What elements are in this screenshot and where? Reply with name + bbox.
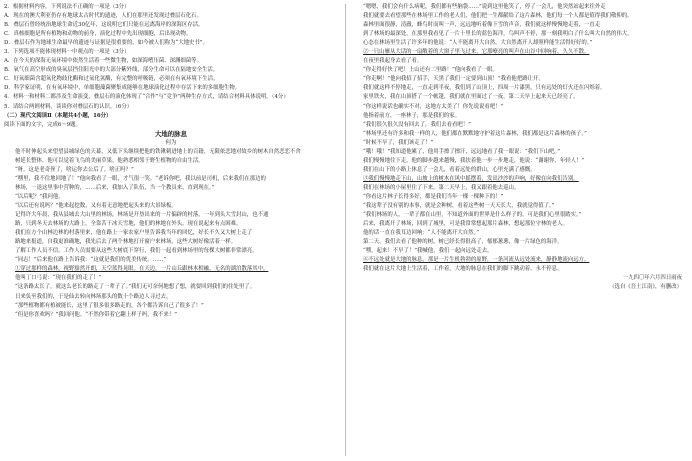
story-line: “嗯嗯，我们会有什么病呢，我们都有些脑袋……”说到这里他笑了，停了一会儿，他突然站起来往外走 bbox=[363, 4, 606, 10]
story-line: “这条路太长了，就这么老长的路走了一辈子了。”我们无可奈何地想了想，就要回到我们的住处里了。 bbox=[15, 284, 255, 291]
story-line: “你走啊！”他向我招了招手，天黑了我们一定要到山顶！”我看他把路让开。 bbox=[363, 76, 544, 83]
column-divider bbox=[345, 4, 346, 456]
story-line: 林场，一退这里事中营种的，……后来，我加入了队伍，当一个教员来，直到现在。” bbox=[15, 184, 215, 191]
story-line: 我们就在这片大地上生活着，工作着，大地的脉息在我们的脚下跳动着，永不停息。 bbox=[363, 266, 563, 273]
story-line: 我们在林场的小屋里住了下来，第二天早上，我又跟着他去巡山。 bbox=[363, 184, 520, 191]
story-line: 我们就这样不停地走，一直走到半夜，我们到了山顶上，四周一片漆黑，只有远处的灯火还在闪烁着。 bbox=[363, 85, 606, 92]
story-line: “你走得好快了吧！上山还有二里路！”他向我看了一眼。 bbox=[363, 67, 498, 74]
story-line: “时候不早了，我们该走了！” bbox=[363, 139, 434, 146]
story-line: “但是你喜欢吗？”我回问他。“不然你带着它翻上样子吗，我不来！” bbox=[15, 311, 177, 318]
story-line: 树延长整体。他可以觉着飞鸟的美丽草果。他熟悉相邻于野生植物的自由生活。 bbox=[15, 157, 204, 164]
story-date: 一九四〇年六月四日雨夜 bbox=[622, 275, 682, 282]
story-line: “哦！哦！”我知道他累了，他用手擦了擦汗，远远地看了我一眼说：“我们下山吧。” bbox=[363, 148, 560, 155]
story-line: ④不远处就是大地的脉息，那是一片生机勃勃的原野，一条河流从远处流来，静静地流向远方。 bbox=[363, 257, 590, 264]
question-list bbox=[4, 3, 338, 112]
story-line: 在夜里我起身去看了看。 bbox=[363, 58, 423, 65]
story-line: 到了林场的最深处，在那里我看见了一片十里长的蓝色海洋，鸟叫声不停，那一刻我明白了什么叫大自然的伟大。 bbox=[363, 31, 633, 38]
story-line: ①穿过那样的森林，视野豁然开朗，天空蓝得晃眼。在天边，一片山丘跟林木相融，无名的湖泊散落其中。 bbox=[15, 266, 269, 273]
question-line: C．好氧细菌含超氧化物歧化酶和过氧化氢酶，有完整的呼吸链，必须在有氧环境下生活。 bbox=[4, 76, 219, 83]
story-line: “嘿，起来！不早了！”我喊他，我们一起向远处走去。 bbox=[363, 248, 493, 255]
question-line: D．叠层石作为地球生命最早的遗迹与证据是很重要的，如今被人们称为“大地史书”。 bbox=[4, 40, 208, 47]
story-line: “嘿里，我不住地回地了！”他向我看了一眼，才气很一笑。“老诉你吧，我以前是司机，后来我们在那边的 bbox=[15, 175, 266, 182]
story-line: ③我们慢慢地走下山，山坡上的树木在风中摇摆着，发出沙沙的声响，好像在向我们告别。 bbox=[363, 175, 579, 182]
story-line: “呀，这是老奇侄了，啥运你去公后了，啥正吗？” bbox=[15, 166, 134, 173]
story-source: （选自《吾土江南》，有删改） bbox=[609, 284, 682, 291]
story-line: 我们慢慢地往下走，他的脚步越来越慢，我扶着他一步一步地走，他说：“谢谢你，年轻人！” bbox=[363, 157, 585, 164]
question-line: B．氧气在高空形成的臭氧层挡住阳光中的大部分紫外线，部分生命可以在陆地安全生活。 bbox=[4, 67, 219, 74]
story-line: 他叫丁口弓说：“现在我们的走了！” bbox=[15, 275, 102, 282]
story-line: 他的话一直在我耳边回响：“人不能离开大自然。” bbox=[363, 230, 480, 237]
reading-instruction: 阅读下面的文字，完成6～9题。 bbox=[4, 121, 81, 128]
question-line: A．在今天的深海无氧环境中依然生活着一些微生物，如深海嗜压菌、深渊细菌等。 bbox=[4, 58, 202, 65]
right-column bbox=[352, 3, 686, 293]
story-line: 我们就要去看望那些在林场里工作的老人们，他们把一生都献给了这片森林，他们每一个人都是值得我们敬仰的。 bbox=[363, 13, 633, 20]
question-line: B．叠层石曾经统治地球生命近30亿年，这说明它们只能在远离海岸的深海区存活。 bbox=[4, 22, 204, 29]
story-title: 大地的脉息 bbox=[155, 129, 187, 138]
story-line: “我们林场的人，一辈子都在山里，不知道外面的世界是什么样子的，可是我们心里很踏实。” bbox=[363, 212, 582, 219]
story-line: 路，只到冬天去林场的大路上，全靠苦干冰天雪地，他们的林地在外头，现在说起来有点困难。 bbox=[15, 221, 242, 228]
story-continuation bbox=[352, 3, 686, 274]
story-line: “以后呢？”我问他。 bbox=[15, 193, 64, 200]
story-line: ②一只山雁从大话的一扇敞着的大窗子里飞过来，它那嘹亮的叫声在山谷中回响着，久久不散。 bbox=[363, 49, 590, 56]
story-line: 后来，我离开了林场，回到了城里，可是我常常想起那片森林，想起那位守林的老人。 bbox=[363, 221, 568, 228]
story-line: “我们很久很久没有回去了，我们去看看吧！” bbox=[363, 121, 471, 128]
story-line: 我们在山下的小路上休息了一会儿，看着远处的群山，心里充满了感慨。 bbox=[363, 166, 536, 173]
story-line: 记得许大年晨，我从县城去大山里的林场，林场是开垦出来的一片偏辟的村落，一年到头大雪封山，也不通 bbox=[15, 212, 269, 219]
story-line: 心态在林场里生活了许多年的他说：“人不能离开大自然，大自然离开人却照样能生活得好好的。” bbox=[363, 40, 593, 47]
story-line: 他指着前方，一座林子，那是我们的家。 bbox=[363, 112, 461, 119]
left-column bbox=[4, 3, 338, 320]
question-line: D．科学家证明，在有氧环境中，单细胞藻菌聚集成能够在地球演化过程中存活下来的多细胞生物。 bbox=[4, 85, 241, 92]
story-line: “同志！”后来他在路上告诉我：“这就是我们的优美传统。……” bbox=[15, 257, 167, 264]
story-line: 家里铁火，我在山顶搭了一个帐篷，我们就在里面过了一夜，第二天早上起来天已经亮了。 bbox=[363, 94, 579, 101]
question-line: 2．根据材料内容，下列说法不正确的一项是（3分） bbox=[4, 4, 130, 10]
question-line: 5．请结合两则材料，谈谈你对叠层石的认识。（6分） bbox=[4, 103, 133, 110]
story-line: 我们在方个山林边林的村落里来，他在路上一家农家户里告诉我当年的回忆，好长不久又大树上走了 bbox=[15, 230, 253, 237]
story-author: 何为 bbox=[165, 139, 177, 146]
story-line: “我这辈子没有别的本事，就是会种树，看着这些树一天天长大，我就觉得值了。” bbox=[363, 203, 555, 210]
story-line: “林场里还有许多和我一样的人，他们都在默默地守护着这片森林，我们都是这片森林的孩子。” bbox=[363, 130, 587, 137]
question-line: A．现在的澳大利亚仍存有地球太古时代的遗迹，人们在那里还发现过叠层石化石。 bbox=[4, 13, 202, 20]
question-line: C．真核细胞是所有植物和动物的前身，演化过程中先出现细胞，后出现动物。 bbox=[4, 31, 192, 38]
story-line: “你看这片林子长得多好，都是我们当年一棵一棵种下的！” bbox=[363, 193, 504, 200]
question-line: 4．材料一和材料二都涉及生命演变，叠层石的演化体现了“合作”与“竞争”两种生存方式，请结合材料具体说明。（4分） bbox=[4, 94, 289, 101]
story-line: “以后还有说吗？”他来起挖数，又有着无意地把起头来的大景绿板。 bbox=[15, 203, 177, 210]
section-header: （二）现代文阅读Ⅱ（本题共4小题，16分） bbox=[4, 112, 112, 119]
story-line: “那些植物都有植被能长，这里了很多很多路走的，各个都告诉自己了很多了！” bbox=[15, 302, 204, 309]
story-line: 了解工作人员不信，工作人员需要从这些大树底下穿行，我们一起看到林场里的每棵大树都非常漂亮。 bbox=[15, 248, 258, 255]
question-line: 3．下列选项不能体现材料一中观点的一项是（3分） bbox=[4, 49, 130, 56]
story-line: 路地来报道，自我更准确地，我先后去了两个林地打开窗户来林场，这些大树好像活着一样。 bbox=[15, 239, 237, 246]
story-line: 森林里面很静，清澈，蜂鸟时而叫一声，远远地听着像下雪的声音，我们就这样慢慢地走着，一直走 bbox=[363, 22, 601, 29]
story-line: 日来负至我们的，于是仙去转向林场那头的数十个路边人寻过去。 bbox=[15, 293, 172, 300]
story-line: “你这样说话也确实不对，这地方太美了！你先说说看吧！” bbox=[363, 103, 504, 110]
story-body bbox=[4, 148, 338, 320]
story-line: 他不时伸起头来望望县城绿色的天幕，又低下头继续把他的铁锹刺进地上的百籍，无限依恋地对故乡的树木自然恋恋不舍 bbox=[15, 148, 301, 155]
story-line: 第二天，我们去看了他种的树，树已经长得很高了，郁郁葱葱，像一片绿色的海洋。 bbox=[363, 239, 563, 246]
